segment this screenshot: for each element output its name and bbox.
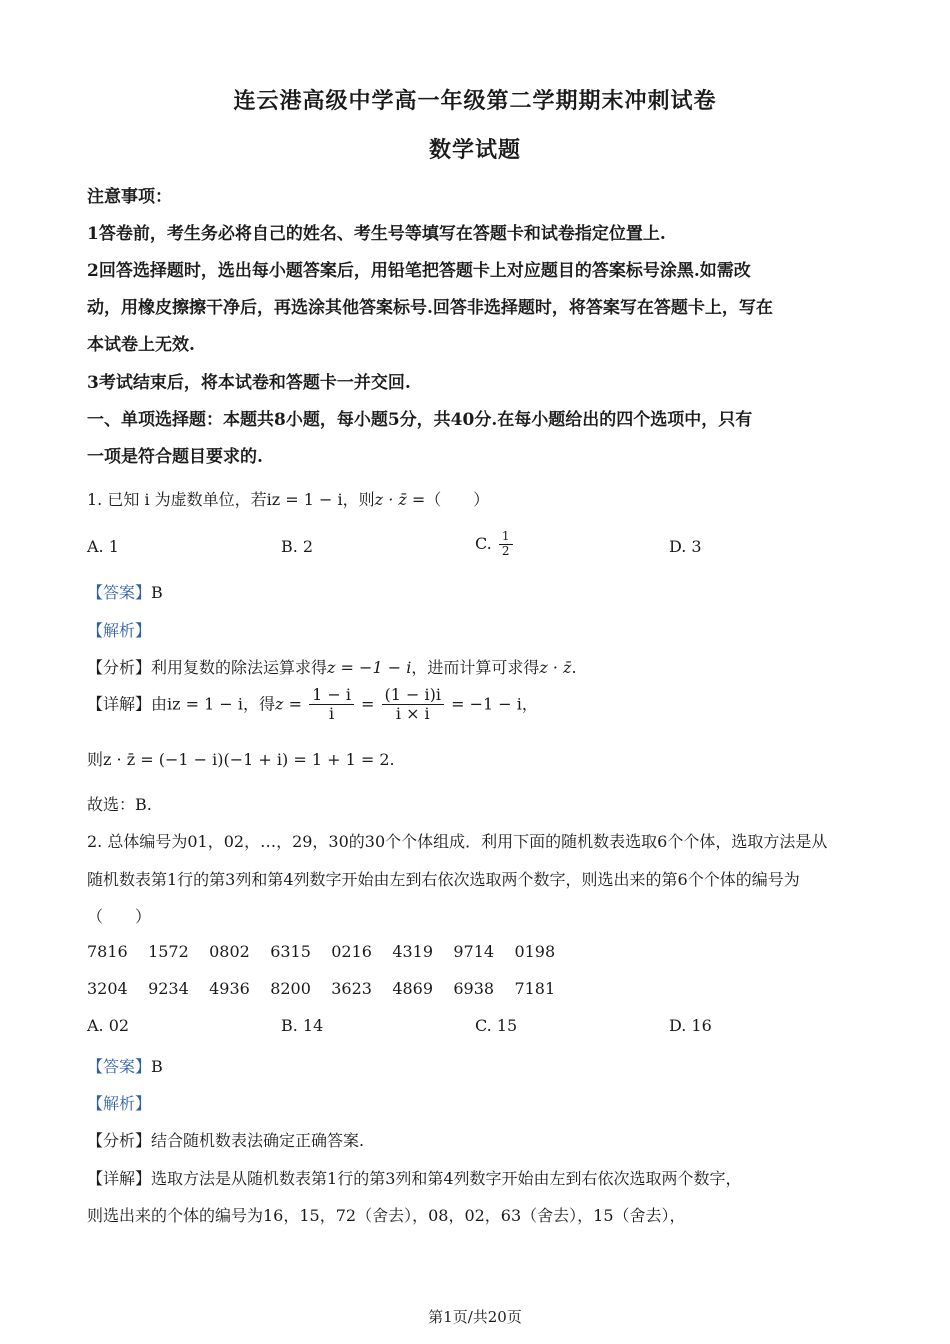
question-1-stem	[87, 487, 489, 510]
q1-detail-equals: =	[361, 694, 375, 714]
q1-then-text: 则	[87, 750, 104, 769]
q1-analysis-label: 【解析】	[87, 621, 152, 640]
random-number: 1572	[148, 942, 189, 961]
q2-detail	[87, 1166, 742, 1189]
page-footer: 第1页/共20页	[428, 1308, 522, 1326]
page-title: 连云港高级中学高一年级第二学期期末冲刺试卷	[233, 88, 717, 114]
q2-answer-label: 【答案】	[87, 1057, 152, 1076]
q1-stem-mid: ，则	[342, 490, 375, 509]
q1-answer-label: 【答案】	[87, 583, 152, 602]
q2-option-d: D. 16	[669, 1016, 712, 1035]
q1-then	[87, 747, 395, 770]
q1-option-c-denominator: 2	[501, 543, 510, 558]
random-number: 7816	[87, 942, 128, 961]
q2-fenxi-label: 【分析】	[87, 1131, 152, 1150]
random-number: 3204	[87, 979, 128, 998]
q1-fenxi-text: 利用复数的除法运算求得	[151, 658, 328, 677]
q2-option-a: A. 02	[87, 1016, 130, 1035]
random-number: 4936	[209, 979, 250, 998]
q1-option-d: D. 3	[669, 537, 702, 556]
section-heading-line2: 一项是符合题目要求的.	[87, 447, 263, 467]
notice-item-1: 1答卷前，考生务必将自己的姓名、考生号等填写在答题卡和试卷指定位置上.	[87, 224, 666, 244]
q1-option-c-numerator: 1	[499, 530, 513, 545]
q2-detail-text: 选取方法是从随机数表第1行的第3列和第4列数字开始由左到右依次选取两个数字，	[151, 1169, 742, 1188]
random-number: 7181	[514, 979, 556, 998]
q1-detail-f1-denominator: i	[328, 704, 335, 724]
q1-fenxi-math: z = −1 − i	[327, 658, 412, 677]
random-number: 6315	[270, 942, 311, 961]
q2-option-b: B. 14	[281, 1016, 324, 1035]
q2-fenxi	[87, 1128, 364, 1151]
page-subtitle: 数学试题	[428, 137, 521, 163]
q1-option-a: A. 1	[87, 537, 119, 556]
q1-answer	[87, 580, 163, 603]
q1-detail-result: = −1 − i	[451, 694, 522, 714]
q1-detail-math1: iz = 1 − i	[167, 694, 244, 714]
q1-fenxi-label: 【分析】	[87, 658, 152, 677]
random-table-row-2	[87, 979, 555, 998]
notice-item-2b: 动，用橡皮擦擦干净后，再选涂其他答案标号.回答非选择题时，将答案写在答题卡上，写在	[87, 298, 773, 318]
q1-detail-f1-numerator: 1 − i	[309, 686, 354, 705]
q1-option-c	[475, 530, 515, 559]
q1-option-b: B. 2	[281, 537, 314, 556]
q1-stem-post: （ ）	[425, 490, 490, 509]
q2-answer	[87, 1054, 163, 1077]
q2-stem-line2: 随机数表第1行的第3列和第4列数字开始由左到右依次选取两个数字，则选出来的第6个个体的编号为	[87, 870, 800, 889]
q1-detail	[87, 686, 538, 724]
q2-analysis-label: 【解析】	[87, 1094, 152, 1113]
q1-stem-math: iz = 1 − i	[266, 490, 343, 509]
q1-stem-math2: z · z̄ =	[374, 490, 426, 509]
notice-item-2a: 2回答选择题时，选出每小题答案后，用铅笔把答题卡上对应题目的答案标号涂黑.如需改	[87, 261, 751, 281]
random-table-row-1	[87, 942, 555, 961]
q2-option-c: C. 15	[475, 1016, 518, 1035]
section-heading-line1: 一、单项选择题：本题共8小题，每小题5分，共40分.在每小题给出的四个选项中，只有	[87, 410, 753, 430]
q2-detail-label: 【详解】	[87, 1169, 152, 1188]
random-number: 3623	[331, 979, 372, 998]
q1-option-c-fraction	[499, 530, 513, 559]
q1-option-c-label: C.	[475, 533, 492, 553]
q1-detail-text: 由	[151, 694, 168, 714]
notice-item-2c: 本试卷上无效.	[87, 335, 195, 355]
q1-detail-fraction-1	[309, 686, 354, 724]
q2-answer-value: B	[151, 1057, 163, 1076]
random-number: 0216	[331, 942, 372, 961]
q1-detail-text2: ，得	[243, 694, 276, 714]
q1-fenxi-math2: z · z̄	[539, 658, 572, 677]
q1-detail-fraction-2	[382, 686, 444, 724]
q1-fenxi	[87, 655, 577, 678]
random-number: 6938	[453, 979, 495, 998]
random-number: 0802	[209, 942, 250, 961]
notice-heading: 注意事项：	[87, 187, 172, 207]
q1-conclusion: 故选：B.	[87, 795, 152, 814]
q1-detail-end: ，	[521, 694, 538, 714]
q1-then-math: z · z̄ = (−1 − i)(−1 + i) = 1 + 1 = 2	[103, 750, 390, 769]
q1-detail-label: 【详解】	[87, 694, 152, 714]
q2-stem-line1: 2. 总体编号为01，02，…，29，30的30个个体组成．利用下面的随机数表选取6个个体，选取方法是从	[87, 832, 828, 851]
q1-detail-f2-numerator: (1 − i)i	[382, 686, 444, 705]
random-number: 8200	[270, 979, 311, 998]
q1-detail-f2-denominator: i × i	[395, 704, 430, 724]
q1-stem-pre: 1. 已知 i 为虚数单位，若	[87, 490, 267, 509]
q1-then-end: .	[389, 750, 395, 769]
q2-stem-line3: （ ）	[87, 907, 152, 926]
notice-item-3: 3考试结束后，将本试卷和答题卡一并交回.	[87, 373, 411, 393]
random-number: 0198	[514, 942, 556, 961]
random-number: 9234	[148, 979, 189, 998]
q1-fenxi-end: .	[571, 658, 577, 677]
random-number: 4869	[392, 979, 434, 998]
q1-fenxi-text2: ，进而计算可求得	[411, 658, 540, 677]
random-number: 9714	[453, 942, 495, 961]
q1-detail-z: z =	[275, 694, 302, 714]
q2-detail-line2: 则选出来的个体的编号为16，15，72（舍去），08，02，63（舍去），15（舍去），	[87, 1206, 686, 1225]
random-number: 4319	[392, 942, 434, 961]
q1-answer-value: B	[151, 583, 163, 602]
q2-fenxi-text: 结合随机数表法确定正确答案.	[151, 1131, 365, 1150]
